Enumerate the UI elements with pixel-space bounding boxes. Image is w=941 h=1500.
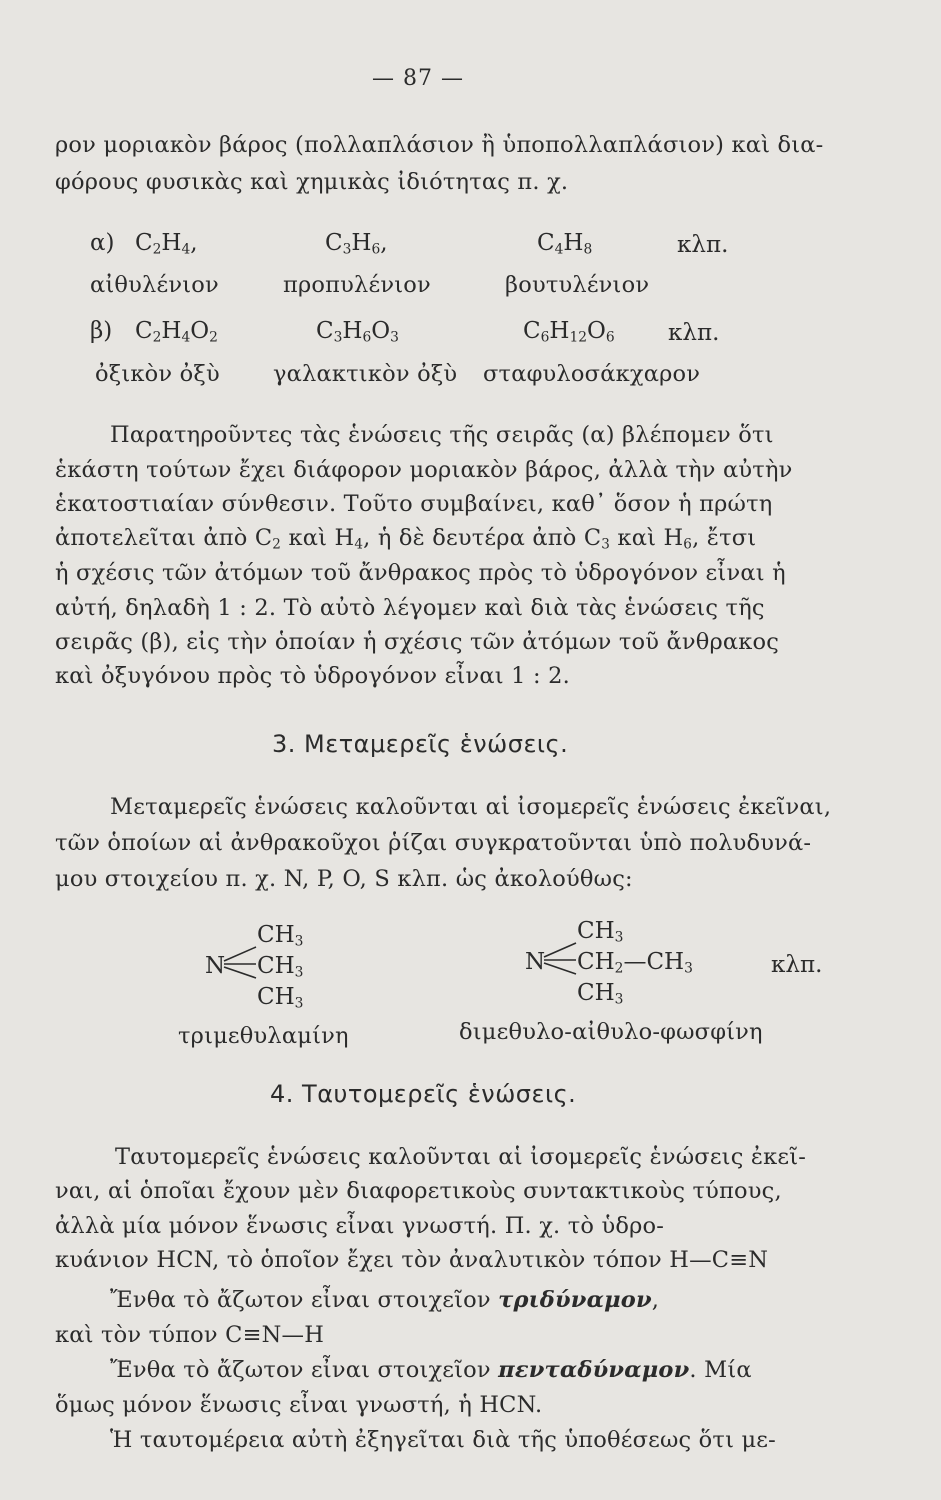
section-3-title: 3. Μεταμερεῖς ἑνώσεις. [272, 730, 569, 758]
section4-line-6: καὶ τὸν τύπον C≡N—H [55, 1322, 325, 1348]
structure-1-top-ch3: $CH_3$ [257, 922, 304, 950]
structure-2-mid-chain: $CH_2—CH_3$ [577, 949, 693, 977]
series-a-formula-3: $C_4H_8$ [537, 230, 593, 258]
structure-2-bonds [541, 940, 579, 976]
section4-line-1: Ταυτομερεῖς ἑνώσεις καλοῦνται αἱ ἰσομερεῖς ἑνώσεις ἐκεῖ- [115, 1144, 807, 1170]
section4-line-9: Ἡ ταυτομέρεια αὐτὴ ἐξηγεῖται διὰ τῆς ὑποθέσεως ὅτι με- [110, 1427, 776, 1453]
series-a-formula-1: $C_2H_4$, [135, 230, 198, 258]
series-a-name-3: βουτυλένιον [505, 272, 650, 298]
section3-line-2: τῶν ὁποίων αἱ ἀνθρακοῦχοι ῥίζαι συγκρατοῦνται ὑπὸ πολυδυνά- [55, 830, 812, 856]
section4-line-2: ναι, αἱ ὁποῖαι ἔχουν μὲν διαφορετικοὺς συντακτικοὺς τύπους, [55, 1178, 782, 1204]
para1-line-5: ἡ σχέσις τῶν ἀτόμων τοῦ ἄνθρακος πρὸς τὸ ὑδρογόνον εἶναι ἡ [55, 560, 786, 586]
structure-1-mid-ch3: $CH_3$ [257, 953, 304, 981]
series-b-name-3: σταφυλοσάκχαρον [483, 361, 701, 387]
series-a-label: α) [90, 230, 115, 256]
structure-2-name: διμεθυλο-αἰθυλο-φωσφίνη [459, 1019, 763, 1045]
series-b-label: β) [90, 318, 113, 344]
para1-line-2: ἑκάστη τούτων ἔχει διάφορον μοριακὸν βάρος, ἀλλὰ τὴν αὐτὴν [55, 457, 793, 483]
section4-line-7: Ἔνθα τὸ ἄζωτον εἶναι στοιχεῖον πενταδύναμον. Μία [110, 1357, 752, 1383]
page-number: — 87 — [372, 66, 464, 91]
para1-line-3: ἑκατοστιαίαν σύνθεσιν. Τοῦτο συμβαίνει, καθ᾽ ὅσον ἡ πρώτη [55, 491, 773, 517]
series-b-etc: κλπ. [668, 320, 720, 346]
structures-etc: κλπ. [771, 952, 823, 978]
structure-1-nitrogen: N [205, 953, 226, 979]
section4-line-5: Ἔνθα τὸ ἄζωτον εἶναι στοιχεῖον τριδύναμον, [110, 1287, 660, 1313]
para1-line-6: αὐτή, δηλαδὴ 1 : 2. Τὸ αὐτὸ λέγομεν καὶ διὰ τὰς ἑνώσεις τῆς [55, 595, 765, 621]
hcn-formula: H—C≡N [669, 1247, 769, 1273]
series-b-formula-3: $C_6H_{12}O_6$ [523, 318, 615, 346]
series-b-formula-2: $C_3H_6O_3$ [316, 318, 399, 346]
series-a-name-2: προπυλένιον [283, 272, 431, 298]
hnc-formula: C≡N—H [225, 1322, 325, 1348]
series-b-formula-1: $C_2H_4O_2$ [135, 318, 218, 346]
section-4-title: 4. Ταυτομερεῖς ἑνώσεις. [270, 1080, 577, 1108]
trivalent-term: τριδύναμον [498, 1287, 652, 1313]
series-b-name-2: γαλακτικὸν ὀξὺ [273, 361, 458, 387]
para1-line-1: Παρατηροῦντες τὰς ἑνώσεις τῆς σειρᾶς (α) βλέπομεν ὅτι [110, 422, 774, 448]
intro-line-2: φόρους φυσικὰς καὶ χημικὰς ἰδιότητας π. χ. [55, 169, 569, 195]
para1-line-7: σειρᾶς (β), εἰς τὴν ὁποίαν ἡ σχέσις τῶν ἀτόμων τοῦ ἄνθρακος [55, 629, 780, 655]
series-b-name-1: ὀξικὸν ὀξὺ [95, 361, 220, 387]
section4-line-4: κυάνιον HCN, τὸ ὁποῖον ἔχει τὸν ἀναλυτικὸν τόπον H—C≡N [55, 1247, 769, 1273]
structure-2-top-ch3: $CH_3$ [577, 918, 624, 946]
section3-line-3: μου στοιχείου π. χ. N, P, O, S κλπ. ὡς ἀκολούθως: [55, 866, 633, 892]
para1-line-4: ἀποτελεῖται ἀπὸ $C_2$ καὶ $H_4$, ἡ δὲ δευτέρα ἀπὸ $C_3$ καὶ $H_6$, ἔτσι [55, 525, 757, 553]
structure-2-bottom-ch3: $CH_3$ [577, 980, 624, 1008]
intro-line-1: ρον μοριακὸν βάρος (πολλαπλάσιον ἢ ὑποπολλαπλάσιον) καὶ δια- [55, 132, 824, 158]
series-a-etc: κλπ. [677, 232, 729, 258]
structure-1-bottom-ch3: $CH_3$ [257, 984, 304, 1012]
section4-line-3: ἀλλὰ μία μόνον ἕνωσις εἶναι γνωστή. Π. χ. τὸ ὑδρο- [55, 1213, 665, 1239]
structure-2-center-atom: N [525, 949, 546, 975]
para1-line-8: καὶ ὀξυγόνου πρὸς τὸ ὑδρογόνον εἶναι 1 : 2. [55, 663, 570, 689]
section3-line-1: Μεταμερεῖς ἑνώσεις καλοῦνται αἱ ἰσομερεῖς ἑνώσεις ἐκεῖναι, [110, 794, 832, 820]
pentavalent-term: πενταδύναμον [498, 1357, 690, 1383]
section4-line-8: ὅμως μόνον ἕνωσις εἶναι γνωστή, ἡ HCN. [55, 1392, 543, 1418]
structure-1-bonds [221, 944, 259, 980]
series-a-name-1: αἰθυλένιον [90, 272, 219, 298]
series-a-formula-2: $C_3H_6$, [325, 230, 388, 258]
structure-1-name: τριμεθυλαμίνη [178, 1023, 349, 1049]
